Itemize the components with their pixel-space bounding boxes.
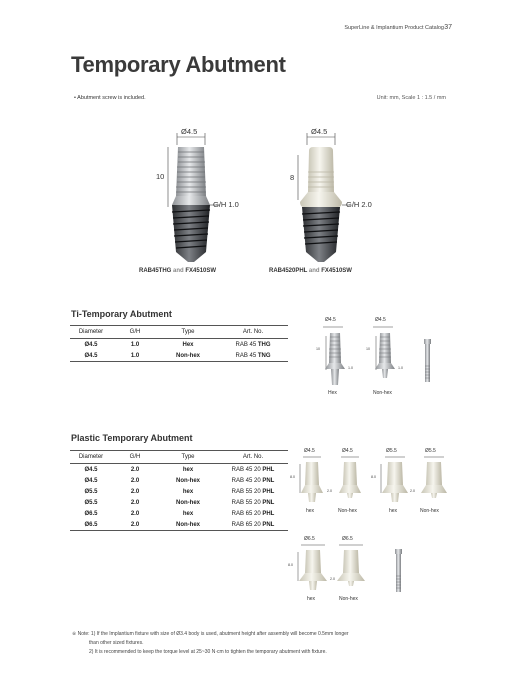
- plastic-cell-type: hex: [182, 510, 194, 517]
- artno-prefix: RAB 45 20: [231, 466, 263, 473]
- plastic-fig-d55-nonhex: Ø5.5: [425, 448, 436, 454]
- main-left-code-a: RAB45THG: [139, 268, 172, 274]
- plastic-fig-label-hex-65: hex: [307, 596, 316, 602]
- artno-suffix: PNL: [262, 521, 275, 528]
- plastic-cell-diameter: Ø5.5: [84, 499, 98, 506]
- main-left-joiner: and: [173, 268, 184, 274]
- plastic-cell-type: Non-hex: [158, 519, 218, 531]
- ti-cell-artno: [218, 350, 288, 362]
- ti-col-artno: Art. No.: [218, 326, 288, 339]
- plastic-fig-height-55: 8.0: [371, 475, 376, 479]
- table-row: [70, 497, 288, 508]
- plastic-cell-gh: 2.0: [130, 499, 140, 506]
- ti-spec-table: [70, 325, 288, 362]
- main-right-code-b: FX4510SW: [321, 268, 352, 274]
- ti-fig-diameter-hex: Ø4.5: [325, 317, 336, 323]
- artno-suffix: TNG: [257, 352, 271, 359]
- ti-cell-diameter: Ø4.5: [84, 341, 98, 348]
- plastic-fig-d65-nonhex: Ø6.5: [342, 536, 353, 542]
- plastic-fig-label-hex-55: hex: [389, 508, 398, 514]
- plastic-cell-diameter: Ø6.5: [70, 519, 112, 531]
- plastic-cell-type: hex: [182, 466, 194, 473]
- main-right-caption: [269, 268, 352, 274]
- ti-col-type: Type: [158, 326, 218, 339]
- plastic-cell-diameter: Ø4.5: [84, 466, 98, 473]
- footnote-line-2: 2) It is recommended to keep the torque level at 25~30 N·cm to tighten the temporary abutment with fixture.: [89, 649, 327, 655]
- note-line-1-text: Note: 1) If the Implantium fixture with size of Ø3.4 body is used, abutment height after assembly will become 0.5mm longer: [77, 631, 349, 637]
- plastic-cell-diameter: Ø5.5: [84, 488, 98, 495]
- ti-fig-gh-hex: 1.0: [348, 366, 353, 370]
- catalog-header: SuperLine & Implantium Product Catalog: [344, 25, 444, 31]
- ti-small-figures: [323, 327, 431, 385]
- plastic-fig-label-hex-45: hex: [306, 508, 315, 514]
- plastic-fig-label-nonhex-45: Non-hex: [338, 508, 357, 514]
- artno-prefix: RAB 65 20: [231, 510, 263, 517]
- artno-suffix: THG: [257, 341, 271, 348]
- artno-prefix: RAB 65 20: [231, 521, 263, 528]
- plastic-col-artno: Art. No.: [218, 451, 288, 464]
- main-right-code-a: RAB4520PHL: [269, 268, 308, 274]
- page-title: Temporary Abutment: [71, 52, 286, 77]
- plastic-cell-type: hex: [182, 488, 194, 495]
- table-row: [70, 339, 288, 351]
- main-right-joiner: and: [308, 268, 320, 274]
- plastic-cell-type: Non-hex: [176, 477, 200, 484]
- footnote: [72, 630, 349, 657]
- artno-suffix: PHL: [262, 488, 275, 495]
- plastic-fig-height-65: 8.0: [288, 563, 293, 567]
- plastic-fig-d65-hex: Ø6.5: [304, 536, 315, 542]
- plastic-cell-artno: [218, 508, 288, 519]
- plastic-cell-type: Non-hex: [176, 499, 200, 506]
- main-left-diameter: Ø4.5: [181, 127, 198, 136]
- plastic-fig-gh-45: 2.0: [327, 489, 332, 493]
- plastic-cell-diameter: Ø4.5: [84, 477, 98, 484]
- plastic-cell-gh: 2.0: [130, 477, 140, 484]
- plastic-spec-table: [70, 450, 288, 531]
- ti-fig-label-hex: Hex: [328, 390, 337, 396]
- main-right-diameter: Ø4.5: [311, 127, 328, 136]
- plastic-fig-height-45: 8.0: [290, 475, 295, 479]
- table-row: [70, 464, 288, 476]
- table-row: [70, 486, 288, 497]
- plastic-fig-d45-nonhex: Ø4.5: [342, 448, 353, 454]
- main-left-caption: [139, 268, 216, 274]
- ti-table-header-row: [70, 326, 288, 339]
- main-left-height: 10: [156, 172, 165, 181]
- ti-col-gh: G/H: [112, 326, 158, 339]
- plastic-cell-gh: 2.0: [130, 510, 140, 517]
- page-number: 37: [444, 24, 452, 31]
- plastic-cell-artno: [218, 464, 288, 476]
- ti-cell-type: Hex: [182, 341, 194, 348]
- artno-suffix: PHL: [262, 466, 275, 473]
- ti-fig-height-nonhex: 10: [366, 347, 370, 351]
- unit-note: Unit: mm, Scale 1 : 1.5 / mm: [376, 95, 446, 101]
- plastic-abutment-main-figure: [298, 133, 350, 262]
- plastic-col-type: Type: [158, 451, 218, 464]
- artno-suffix: PHL: [262, 510, 275, 517]
- artno-prefix: RAB 45 20: [231, 477, 263, 484]
- artno-prefix: RAB 45: [235, 341, 258, 348]
- table-row: [70, 350, 288, 362]
- ti-fig-height-hex: 10: [316, 347, 320, 351]
- plastic-fig-d45-hex: Ø4.5: [304, 448, 315, 454]
- artno-suffix: PNL: [262, 477, 275, 484]
- artno-prefix: RAB 55 20: [231, 499, 263, 506]
- plastic-col-gh: G/H: [112, 451, 158, 464]
- table-row: [70, 519, 288, 531]
- bullet-note-text: Abutment screw is included.: [77, 95, 146, 101]
- ti-abutment-main-figure: [168, 133, 220, 262]
- plastic-cell-artno: [218, 486, 288, 497]
- artno-suffix: PNL: [262, 499, 275, 506]
- plastic-cell-gh: 2.0: [130, 488, 140, 495]
- ti-fig-label-nonhex: Non-hex: [373, 390, 392, 396]
- plastic-cell-artno: [218, 519, 288, 531]
- plastic-fig-gh-55: 2.0: [410, 489, 415, 493]
- plastic-fig-label-nonhex-55: Non-hex: [420, 508, 439, 514]
- ti-cell-diameter: Ø4.5: [70, 350, 112, 362]
- plastic-table-header-row: [70, 451, 288, 464]
- plastic-cell-artno: [218, 497, 288, 508]
- note-symbol: ※: [72, 631, 77, 637]
- ti-fig-gh-nonhex: 1.0: [398, 366, 403, 370]
- table-row: [70, 475, 288, 486]
- plastic-section-title: Plastic Temporary Abutment: [71, 433, 193, 443]
- ti-col-diameter: Diameter: [70, 326, 112, 339]
- ti-cell-gh: 1.0: [130, 341, 140, 348]
- plastic-cell-gh: 2.0: [130, 466, 140, 473]
- plastic-col-diameter: Diameter: [70, 451, 112, 464]
- bullet-note: • Abutment screw is included.: [74, 95, 146, 101]
- plastic-fig-gh-65: 2.0: [330, 577, 335, 581]
- plastic-fig-d55-hex: Ø5.5: [386, 448, 397, 454]
- artno-prefix: RAB 45: [235, 352, 258, 359]
- plastic-cell-diameter: Ø6.5: [84, 510, 98, 517]
- plastic-cell-artno: [218, 475, 288, 486]
- ti-section-title: Ti-Temporary Abutment: [71, 309, 172, 319]
- main-right-gh: G/H 2.0: [346, 200, 372, 209]
- plastic-cell-gh: 2.0: [112, 519, 158, 531]
- main-left-gh: G/H 1.0: [213, 200, 239, 209]
- ti-fig-diameter-nonhex: Ø4.5: [375, 317, 386, 323]
- plastic-fig-label-nonhex-65: Non-hex: [339, 596, 358, 602]
- main-right-height: 8: [290, 173, 295, 182]
- table-row: [70, 508, 288, 519]
- artno-prefix: RAB 55 20: [231, 488, 263, 495]
- ti-cell-gh: 1.0: [112, 350, 158, 362]
- footnote-line-1b: than other sized fixtures.: [89, 640, 144, 646]
- footnote-line-1: [72, 630, 349, 639]
- ti-cell-artno: [218, 339, 288, 351]
- ti-cell-type: Non-hex: [158, 350, 218, 362]
- main-left-code-b: FX4510SW: [185, 268, 217, 274]
